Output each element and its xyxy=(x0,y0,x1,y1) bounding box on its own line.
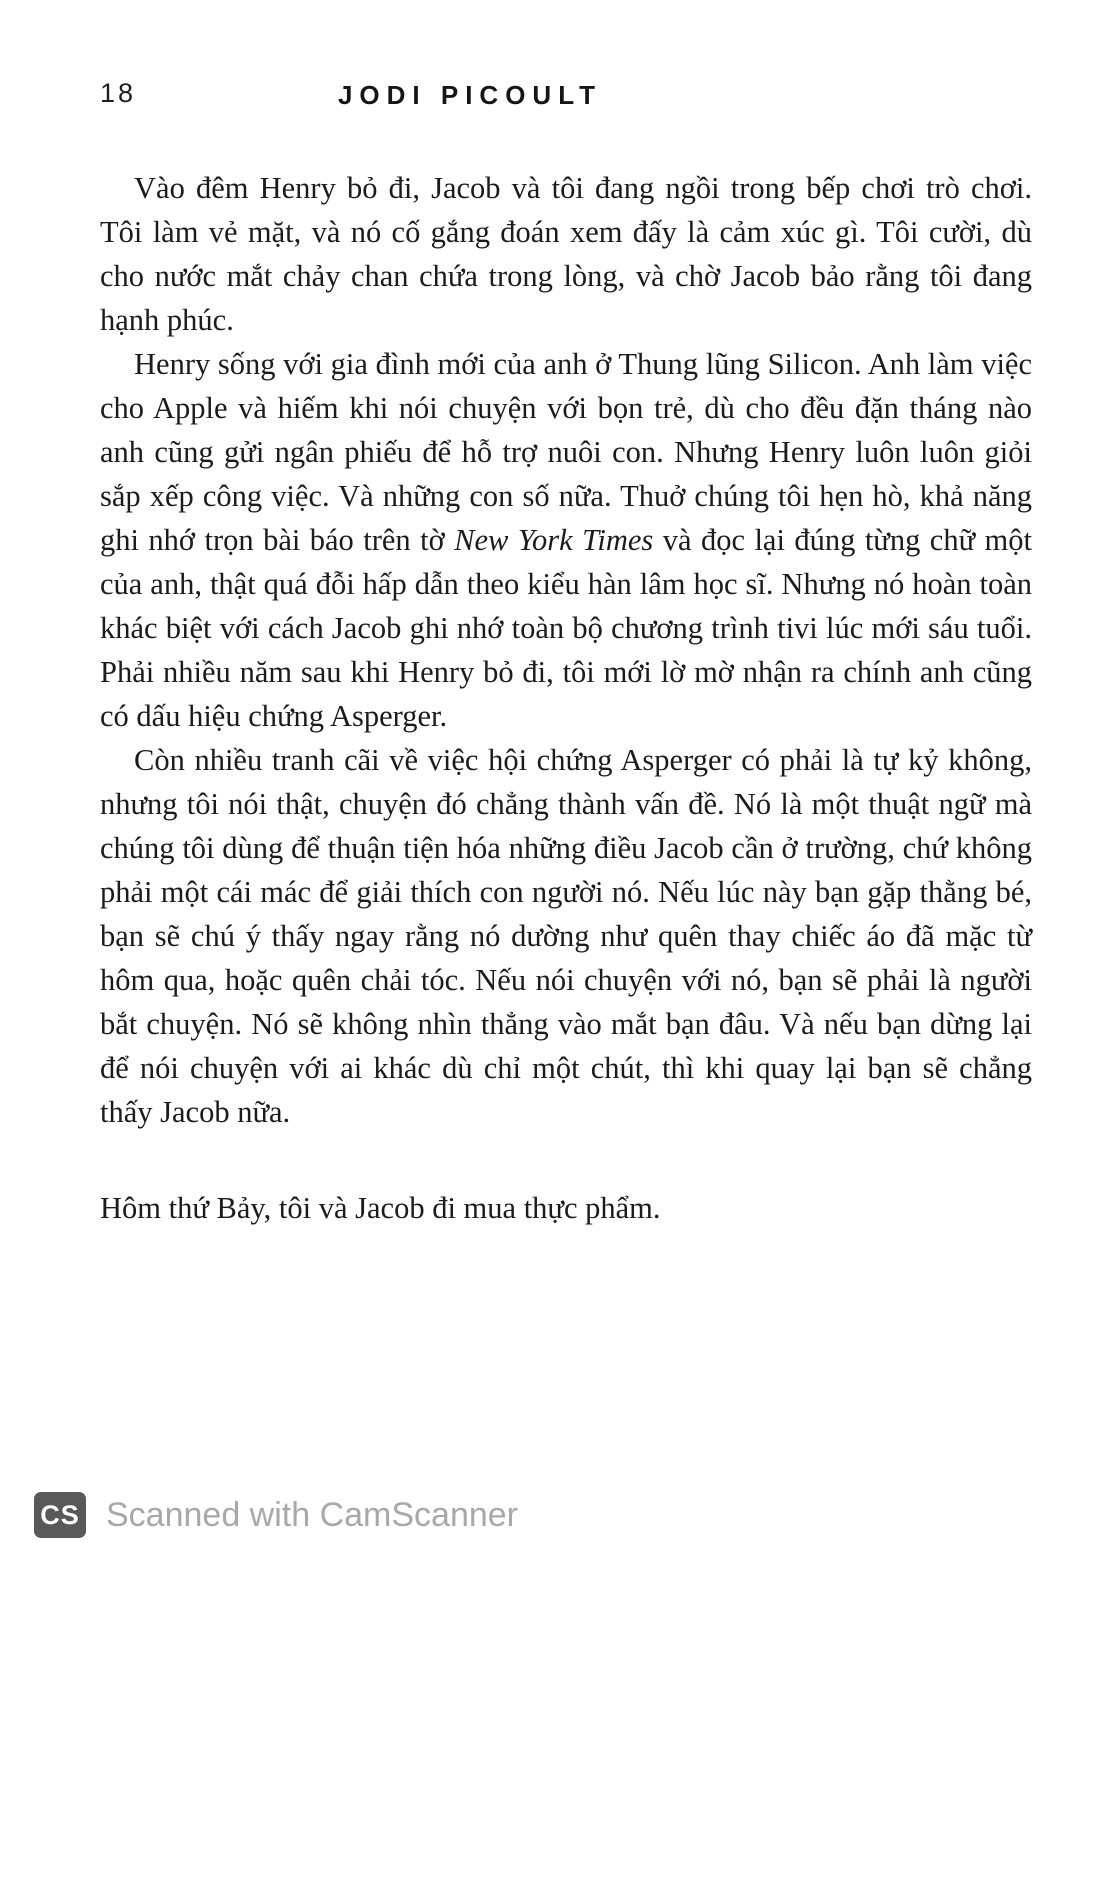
italic-newspaper-title: New York Times xyxy=(454,523,654,557)
paragraph-4 xyxy=(100,1186,1032,1230)
paragraph-3 xyxy=(100,738,1032,1134)
watermark-text: Scanned with CamScanner xyxy=(106,1495,519,1534)
camscanner-watermark xyxy=(34,1492,518,1538)
paragraph-2 xyxy=(100,342,1032,738)
paragraph-2-text-a: Henry sống với gia đình mới của anh ở Thung lũng Silicon. Anh làm việc cho Apple và hiếm khi nói chuyện với bọn trẻ, dù cho đều đặn tháng nào anh cũng gửi ngân phiếu để hỗ trợ nuôi con. Nhưng Henry luôn luôn giỏi sắp xếp công việc. Và những con số nữa. Thuở chúng tôi hẹn hò, khả năng ghi nhớ trọn bài báo trên tờ xyxy=(100,347,1032,557)
paragraph-1-text: Vào đêm Henry bỏ đi, Jacob và tôi đang ngồi trong bếp chơi trò chơi. Tôi làm vẻ mặt, và nó cố gắng đoán xem đấy là cảm xúc gì. Tôi cười, dù cho nước mắt chảy chan chứa trong lòng, và chờ Jacob bảo rằng tôi đang hạnh phúc. xyxy=(100,171,1032,337)
paragraph-1 xyxy=(100,166,1032,342)
camscanner-logo-icon: CS xyxy=(34,1492,86,1538)
page-number: 18 xyxy=(100,78,137,108)
paragraph-4-text: Hôm thứ Bảy, tôi và Jacob đi mua thực phẩm. xyxy=(100,1191,661,1225)
paragraph-2-text-b: và đọc lại đúng từng chữ một của anh, thật quá đỗi hấp dẫn theo kiểu hàn lâm học sĩ. Nhưng nó hoàn toàn khác biệt với cách Jacob ghi nhớ toàn bộ chương trình tivi lúc mới sáu tuổi. Phải nhiều năm sau khi Henry bỏ đi, tôi mới lờ mờ nhận ra chính anh cũng có dấu hiệu chứng Asperger. xyxy=(100,523,1032,733)
page-body xyxy=(100,166,1032,1230)
paragraph-3-text: Còn nhiều tranh cãi về việc hội chứng Asperger có phải là tự kỷ không, nhưng tôi nói thật, chuyện đó chẳng thành vấn đề. Nó là một thuật ngữ mà chúng tôi dùng để thuận tiện hóa những điều Jacob cần ở trường, chứ không phải một cái mác để giải thích con người nó. Nếu lúc này bạn gặp thằng bé, bạn sẽ chú ý thấy ngay rằng nó dường như quên thay chiếc áo đã mặc từ hôm qua, hoặc quên chải tóc. Nếu nói chuyện với nó, bạn sẽ phải là người bắt chuyện. Nó sẽ không nhìn thẳng vào mắt bạn đâu. Và nếu bạn dừng lại để nói chuyện với ai khác dù chỉ một chút, thì khi quay lại bạn sẽ chẳng thấy Jacob nữa. xyxy=(100,743,1032,1129)
running-header: JODI PICOULT xyxy=(337,80,603,110)
